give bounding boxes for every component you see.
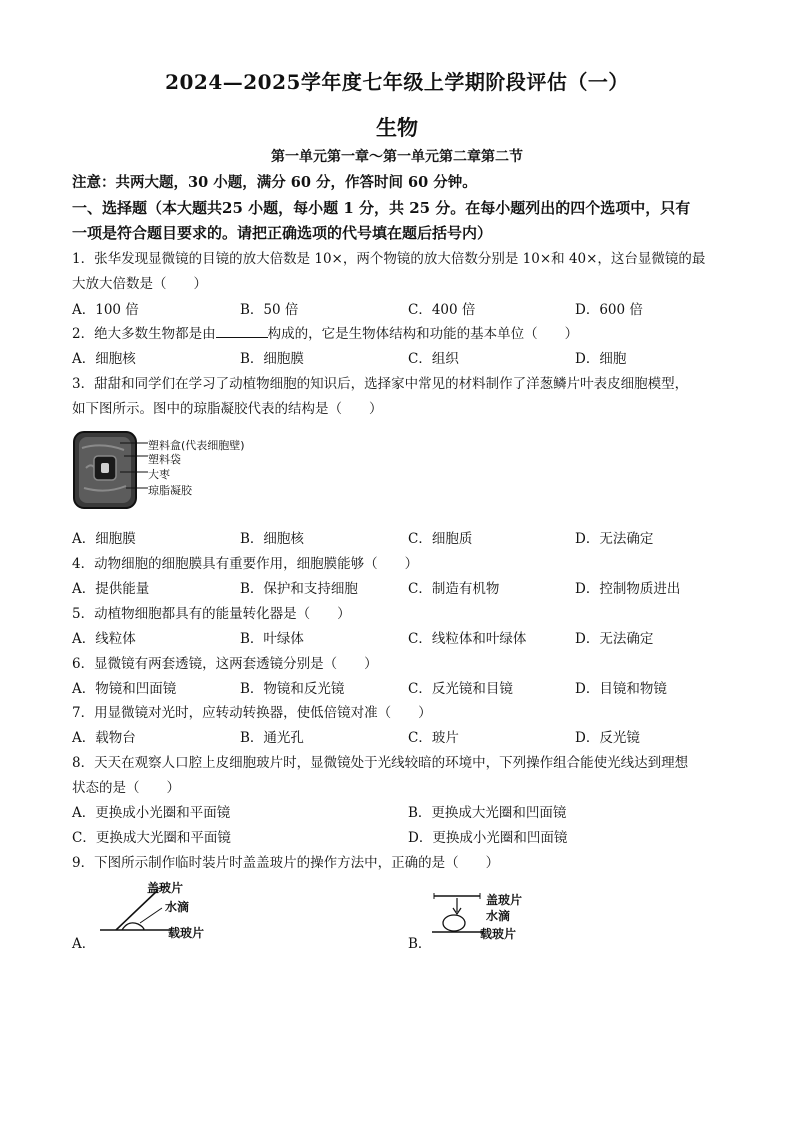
fig-a-label-slide: 载玻片 [168,926,205,940]
q8-option-b[interactable]: B．更换成大光圈和凹面镜 [408,805,567,821]
q8-stem-line1: 8．天天在观察人口腔上皮细胞玻片时，显微镜处于光线较暗的环境中，下列操作组合能使光线达到理想 [72,755,689,771]
q2-stem-pre: 2．绝大多数生物都是由 [72,326,216,342]
q3-stem-line1: 3．甜甜和同学们在学习了动植物细胞的知识后，选择家中常见的材料制作了洋葱鳞片叶表皮细胞模型， [72,376,689,392]
cell-model-leader-lines [116,436,150,496]
fig-b-label-coverslip: 盖玻片 [486,893,523,907]
q6-option-c[interactable]: C．反光镜和目镜 [408,681,513,697]
q2-option-d[interactable]: D．细胞 [575,351,627,367]
q7-option-d[interactable]: D．反光镜 [575,730,640,746]
q5-option-b[interactable]: B．叶绿体 [240,631,304,647]
q2-option-b[interactable]: B．细胞膜 [240,351,304,367]
fig-a-label-water: 水滴 [165,900,190,914]
q9-option-a[interactable]: A． [72,936,96,952]
fig-b-label-slide: 载玻片 [480,927,517,941]
q2-stem [72,322,578,342]
q4-option-c[interactable]: C．制造有机物 [408,581,500,597]
q5-stem: 5．动植物细胞都具有的能量转化器是（ ） [72,606,351,622]
exam-title: 2024—2025学年度七年级上学期阶段评估（一） [165,70,629,94]
q3-option-c[interactable]: C．细胞质 [408,531,473,547]
exam-subject: 生物 [376,115,418,140]
q4-stem: 4．动物细胞的细胞膜具有重要作用，细胞膜能够（ ） [72,556,419,572]
q8-option-d[interactable]: D．更换成小光圈和凹面镜 [408,830,568,846]
q8-option-a[interactable]: A．更换成小光圈和平面镜 [72,805,231,821]
q4-option-a[interactable]: A．提供能量 [72,581,150,597]
cell-model-label-agar: 琼脂凝胶 [148,484,192,497]
q6-option-a[interactable]: A．物镜和凹面镜 [72,681,177,697]
q8-option-c[interactable]: C．更换成大光圈和平面镜 [72,830,231,846]
q2-stem-post: 构成的，它是生物体结构和功能的基本单位（ ） [267,326,579,342]
section1-heading-line2: 一项是符合题目要求的。请把正确选项的代号填在题后括号内） [72,224,493,242]
q7-option-b[interactable]: B．通光孔 [240,730,304,746]
q3-option-a[interactable]: A．细胞膜 [72,531,136,547]
q7-stem: 7．用显微镜对光时，应转动转换器，使低倍镜对准（ ） [72,705,432,721]
q3-option-b[interactable]: B．细胞核 [240,531,304,547]
exam-scope: 第一单元第一章～第一单元第二章第二节 [271,149,523,165]
q3-option-d[interactable]: D．无法确定 [575,531,654,547]
notice-text: 共两大题，30 小题，满分 60 分，作答时间 60 分钟。 [115,174,477,191]
q9-option-b[interactable]: B． [408,936,432,952]
q1-option-c[interactable]: C．400 倍 [408,302,476,318]
q1-option-b[interactable]: B．50 倍 [240,302,299,318]
q1-option-d[interactable]: D．600 倍 [575,302,643,318]
q2-option-a[interactable]: A．细胞核 [72,351,136,367]
cell-model-label-box: 塑料盒(代表细胞壁) [148,439,245,452]
q6-option-b[interactable]: B．物镜和反光镜 [240,681,345,697]
cell-model-label-bag: 塑料袋 [148,453,181,466]
fig-b-label-water: 水滴 [486,909,511,923]
coverslip-figure-b [430,890,486,938]
q8-stem-line2: 状态的是（ ） [72,780,180,796]
notice [72,171,477,192]
q5-option-d[interactable]: D．无法确定 [575,631,654,647]
q4-option-d[interactable]: D．控制物质进出 [575,581,681,597]
q5-option-c[interactable]: C．线粒体和叶绿体 [408,631,527,647]
cell-model-label-jujube: 大枣 [148,468,170,481]
q2-option-c[interactable]: C．组织 [408,351,459,367]
q1-option-a[interactable]: A．100 倍 [72,302,139,318]
q9-stem: 9．下图所示制作临时装片时盖盖玻片的操作方法中，正确的是（ ） [72,855,500,871]
q1-stem-line2: 大放大倍数是（ ） [72,276,207,292]
q6-stem: 6．显微镜有两套透镜，这两套透镜分别是（ ） [72,656,378,672]
q3-stem-line2: 如下图所示。图中的琼脂凝胶代表的结构是（ ） [72,401,383,417]
notice-label: 注意： [72,174,116,191]
q6-option-d[interactable]: D．目镜和物镜 [575,681,667,697]
q5-option-a[interactable]: A．线粒体 [72,631,136,647]
q2-blank[interactable] [216,325,268,338]
section1-heading-line1: 一、选择题（本大题共25 小题，每小题 1 分，共 25 分。在每小题列出的四个选项中，只有 [72,199,691,217]
q4-option-b[interactable]: B．保护和支持细胞 [240,581,358,597]
fig-a-label-coverslip: 盖玻片 [147,881,184,895]
q1-stem-line1: 1．张华发现显微镜的目镜的放大倍数是 10×，两个物镜的放大倍数分别是 10×和 40×，这台显微镜的最 [72,251,706,267]
q7-option-c[interactable]: C．玻片 [408,730,459,746]
q7-option-a[interactable]: A．载物台 [72,730,136,746]
